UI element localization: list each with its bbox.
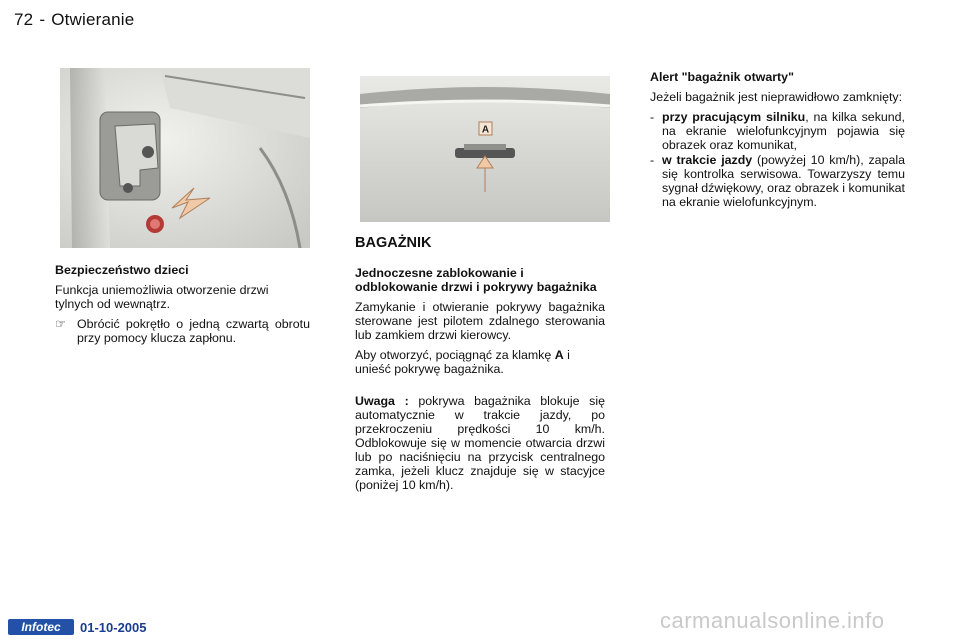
alert-item-body <box>662 110 905 152</box>
page-header <box>14 10 140 30</box>
trunk-para-2-start: Aby otworzyć, pociągnąć za klamkę <box>355 348 555 362</box>
note-text: pokrywa bagażnika blokuje się automatycznie w trakcie jazdy, po przekroczeniu prędkości 10 km/h. Odblokowuje się w momencie otwarcia drzwi lub po naciśnięciu na przycisk centralnego zamka, jeżeli klucz znajduje się w stacyjce (poniżej 10 km/h). <box>355 394 605 492</box>
alert-item-body <box>662 153 905 209</box>
child-safety-title: Bezpieczeństwo dzieci <box>55 263 189 277</box>
handle-key-a: A <box>554 348 564 362</box>
trunk-note <box>355 394 605 492</box>
handle-label-a: A <box>481 124 490 136</box>
trunk-para-2-end: i unieść pokrywę bagażnika. <box>355 348 570 376</box>
chapter-title: Otwieranie <box>51 10 135 29</box>
alert-item-rest: , na kilka sekund, na ekranie wielofunkcyjnym pojawia się obrazek oraz komunikat, <box>662 110 905 152</box>
alert-item-lead: w trakcie jazdy <box>662 153 753 167</box>
alert-item-dash: - <box>650 110 655 124</box>
watermark: carmanualsonline.info <box>660 608 885 633</box>
trunk-para-1: Zamykanie i otwieranie pokrywy bagażnika sterowane jest pilotem zdalnego sterowania lub zamkiem drzwi kierowcy. <box>355 300 605 342</box>
alert-item <box>650 110 905 152</box>
trunk-section <box>355 236 605 498</box>
alert-intro: Jeżeli bagażnik jest nieprawidłowo zamknięty: <box>650 90 903 104</box>
alert-item <box>650 153 905 209</box>
note-label: Uwaga : <box>355 394 409 408</box>
central-locking-subtitle: Jednoczesne zablokowanie i odblokowanie drzwi i pokrywy bagażnika <box>355 266 597 294</box>
trunk-alert-section <box>650 70 905 210</box>
alert-item-dash: - <box>650 153 655 167</box>
trunk-handle-illustration <box>360 76 610 222</box>
infotec-logo: Infotec <box>8 619 74 635</box>
child-safety-instruction <box>55 317 310 345</box>
footer-date: 01-10-2005 <box>80 620 147 635</box>
alert-item-lead: przy pracującym silniku <box>662 110 806 124</box>
page-number: 72 <box>14 10 34 29</box>
trunk-para-2 <box>355 348 605 376</box>
child-safety-section <box>55 263 310 350</box>
child-lock-illustration <box>60 68 310 248</box>
child-safety-bullet: Obrócić pokrętło o jedną czwartą obrotu przy pomocy klucza zapłonu. <box>77 317 310 345</box>
header-separator: - <box>39 10 46 29</box>
pointing-hand-icon: ☞ <box>55 317 67 331</box>
alert-title: Alert "bagażnik otwarty" <box>650 70 794 84</box>
alert-item-rest: (powyżej 10 km/h), zapala się kontrolka serwisowa. Towarzyszy temu sygnał dźwiękowy, oraz obrazek i komunikat na ekranie wielofunkcyjnym. <box>662 153 905 209</box>
section-title-trunk: BAGAŻNIK <box>355 235 432 251</box>
child-safety-text: Funkcja uniemożliwia otworzenie drzwi tylnych od wewnątrz. <box>55 283 269 311</box>
